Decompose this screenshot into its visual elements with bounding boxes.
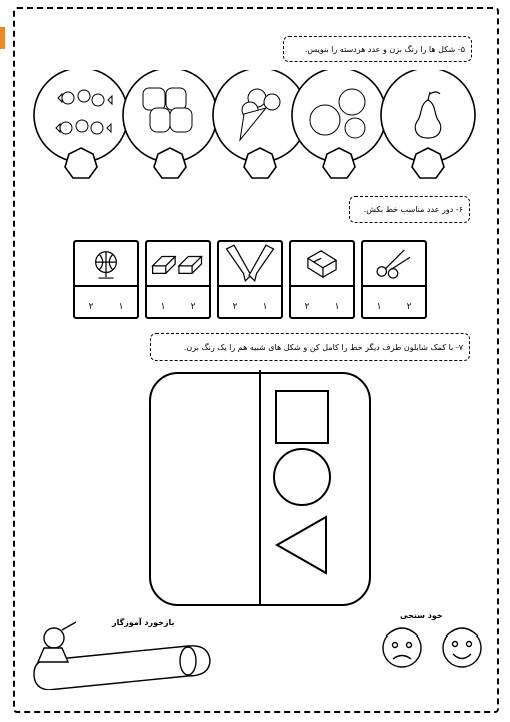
scissors-icon xyxy=(363,242,425,285)
pencil-icon xyxy=(219,242,281,285)
choice-number[interactable]: ۱ xyxy=(376,302,382,312)
card-divider xyxy=(75,285,137,287)
choice-number[interactable]: ۲ xyxy=(88,302,94,312)
self-assessment-title: خود سنجی xyxy=(400,611,443,620)
teacher-face-icon xyxy=(44,628,64,648)
candy-group xyxy=(34,70,128,178)
triangle-shape xyxy=(277,517,326,573)
pear-group xyxy=(381,70,475,178)
choice-card-globe xyxy=(73,240,139,319)
sharpener-icon xyxy=(291,242,353,285)
pepper-group xyxy=(123,70,217,178)
card-divider xyxy=(363,285,425,287)
card-divider xyxy=(219,285,281,287)
choice-card-pencil xyxy=(217,240,283,319)
choice-number[interactable]: ۲ xyxy=(190,302,196,312)
pepper-icon xyxy=(143,88,192,132)
question-6-text: ۶- دور عدد مناسب خط بکش. xyxy=(363,205,463,214)
symmetry-frame xyxy=(0,360,510,610)
square-shape xyxy=(276,391,328,443)
happy-face-icon xyxy=(443,628,481,667)
choice-number[interactable]: ۱ xyxy=(262,302,268,312)
tomato-group xyxy=(292,70,386,178)
teacher-illustration xyxy=(18,620,218,690)
choice-number[interactable]: ۲ xyxy=(304,302,310,312)
question-5-box xyxy=(283,36,472,62)
choice-card-eraser xyxy=(145,240,211,319)
card-divider xyxy=(291,285,353,287)
page-edge-tab xyxy=(0,27,5,49)
choice-number[interactable]: ۲ xyxy=(232,302,238,312)
circle-shape xyxy=(274,449,330,505)
fruit-circles-row xyxy=(0,70,510,260)
self-assessment-faces xyxy=(378,622,498,692)
sad-face-icon xyxy=(383,628,421,667)
question-6-box xyxy=(349,196,470,223)
choice-number[interactable]: ۲ xyxy=(406,302,412,312)
globe-icon xyxy=(75,242,137,285)
choice-card-scissors xyxy=(361,240,427,319)
eraser-icon xyxy=(147,242,209,285)
question-7-text: ۷- با کمک شابلون طرف دیگر خط را کامل کن و شکل های شبیه هم را یک رنگ بزن. xyxy=(183,342,463,352)
choice-number[interactable]: ۱ xyxy=(160,302,166,312)
teacher-feedback-title: بازخورد آموزگار xyxy=(112,618,175,627)
choice-number[interactable]: ۱ xyxy=(334,302,340,312)
choice-card-sharpener xyxy=(289,240,355,319)
choice-number[interactable]: ۱ xyxy=(118,302,124,312)
question-5-text: ۵- شکل ها را رنگ بزن و عدد هردسته را بنویس. xyxy=(304,44,465,54)
card-divider xyxy=(147,285,209,287)
question-7-box xyxy=(150,333,470,361)
